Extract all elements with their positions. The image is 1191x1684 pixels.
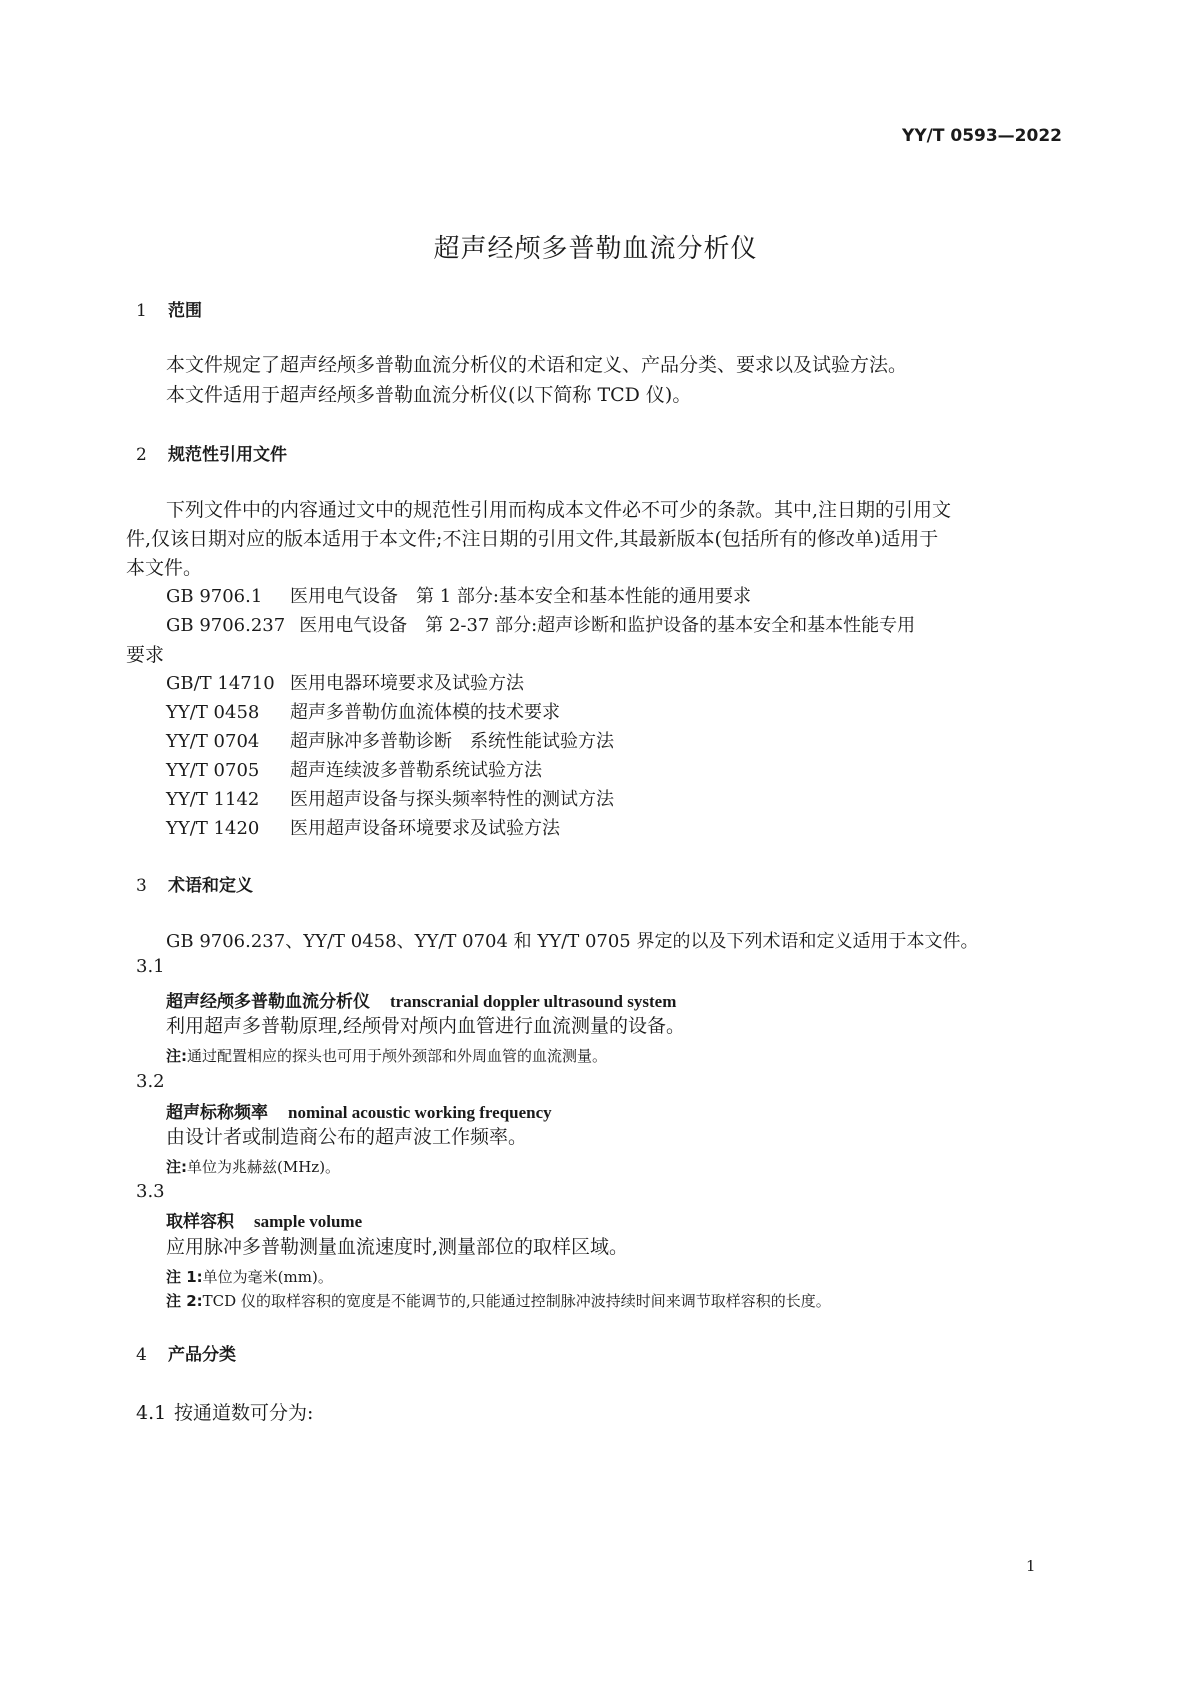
note-text: 单位为兆赫兹(MHz)。 [187, 1158, 341, 1176]
note-label: 注: [166, 1047, 187, 1065]
section-number: 3 [136, 876, 147, 896]
term-number: 3.3 [136, 1181, 165, 1202]
note-text: 通过配置相应的探头也可用于颅外颈部和外周血管的血流测量。 [187, 1047, 608, 1065]
page-title: 超声经颅多普勒血流分析仪 [433, 234, 758, 264]
term-note [166, 1290, 831, 1311]
reference-code: GB/T 14710 [166, 673, 275, 694]
note-label: 注: [166, 1158, 187, 1176]
term-number: 3.1 [136, 956, 165, 977]
reference-item [166, 756, 542, 786]
term-title [166, 1098, 552, 1123]
note-label: 注 2: [166, 1292, 203, 1310]
reference-name: 医用超声设备与探头频率特性的测试方法 [290, 789, 614, 810]
term-note [166, 1045, 607, 1066]
term-title [166, 987, 676, 1012]
reference-code: YY/T 0704 [166, 731, 260, 752]
reference-code: YY/T 1420 [166, 818, 260, 839]
term-en: transcranial doppler ultrasound system [390, 992, 677, 1011]
reference-name: 超声脉冲多普勒诊断 系统性能试验方法 [290, 731, 614, 752]
term-number: 3.2 [136, 1071, 165, 1092]
reference-continuation: 要求 [126, 644, 165, 666]
reference-code: YY/T 0705 [166, 760, 260, 781]
paragraph-line: 本文件。 [126, 557, 203, 579]
reference-name: 医用超声设备环境要求及试验方法 [290, 818, 560, 839]
section-1-heading [136, 296, 202, 321]
term-definition: 由设计者或制造商公布的超声波工作频率。 [166, 1126, 528, 1148]
reference-name: 医用电气设备 第 1 部分:基本安全和基本性能的通用要求 [290, 586, 751, 607]
term-definition: 利用超声多普勒原理,经颅骨对颅内血管进行血流测量的设备。 [166, 1015, 686, 1037]
subsection-4-1 [136, 1398, 313, 1425]
term-title [166, 1207, 362, 1232]
page-number: 1 [1026, 1557, 1036, 1575]
section-title: 产品分类 [168, 1345, 236, 1365]
subsection-text: 按通道数可分为: [174, 1402, 314, 1424]
term-en: nominal acoustic working frequency [288, 1103, 552, 1122]
section-number: 2 [136, 445, 147, 465]
reference-item [166, 785, 614, 815]
reference-name: 超声连续波多普勒系统试验方法 [290, 760, 542, 781]
section-2-heading [136, 440, 287, 465]
section-4-heading [136, 1340, 236, 1365]
paragraph: 本文件规定了超声经颅多普勒血流分析仪的术语和定义、产品分类、要求以及试验方法。 [166, 354, 908, 376]
section-number: 4 [136, 1345, 147, 1365]
reference-item [166, 814, 560, 844]
note-text: TCD 仪的取样容积的宽度是不能调节的,只能通过控制脉冲波持续时间来调节取样容积的长度。 [202, 1292, 831, 1310]
term-note [166, 1266, 333, 1287]
reference-code: YY/T 0458 [166, 702, 260, 723]
section-3-heading [136, 871, 253, 896]
note-text: 单位为毫米(mm)。 [202, 1268, 333, 1286]
reference-item [166, 611, 915, 641]
reference-name: 医用电器环境要求及试验方法 [290, 673, 524, 694]
term-zh: 取样容积 [166, 1212, 234, 1232]
reference-item [166, 582, 751, 612]
section-number: 1 [136, 301, 147, 321]
term-note [166, 1156, 340, 1177]
reference-code: GB 9706.237 [166, 615, 286, 636]
reference-code: YY/T 1142 [166, 789, 260, 810]
note-label: 注 1: [166, 1268, 203, 1286]
paragraph-line: 下列文件中的内容通过文中的规范性引用而构成本文件必不可少的条款。其中,注日期的引用文 [166, 499, 952, 521]
reference-name: 超声多普勒仿血流体模的技术要求 [290, 702, 560, 723]
reference-name: 医用电气设备 第 2-37 部分:超声诊断和监护设备的基本安全和基本性能专用 [299, 615, 916, 636]
reference-code: GB 9706.1 [166, 586, 263, 607]
term-definition: 应用脉冲多普勒测量血流速度时,测量部位的取样区域。 [166, 1236, 629, 1258]
subsection-number: 4.1 [136, 1402, 167, 1424]
paragraph: 本文件适用于超声经颅多普勒血流分析仪(以下简称 TCD 仪)。 [166, 384, 692, 406]
paragraph: GB 9706.237、YY/T 0458、YY/T 0704 和 YY/T 0705 界定的以及下列术语和定义适用于本文件。 [166, 931, 979, 952]
term-en: sample volume [254, 1212, 363, 1231]
term-zh: 超声经颅多普勒血流分析仪 [166, 992, 370, 1012]
reference-item [166, 698, 560, 728]
document-id: YY/T 0593—2022 [902, 126, 1062, 146]
section-title: 术语和定义 [168, 876, 253, 896]
reference-item [166, 727, 614, 757]
term-zh: 超声标称频率 [166, 1103, 268, 1123]
paragraph-line: 件,仅该日期对应的版本适用于本文件;不注日期的引用文件,其最新版本(包括所有的修改单)适用于 [126, 528, 939, 550]
section-title: 范围 [168, 301, 202, 321]
section-title: 规范性引用文件 [168, 445, 287, 465]
reference-item [166, 669, 524, 699]
